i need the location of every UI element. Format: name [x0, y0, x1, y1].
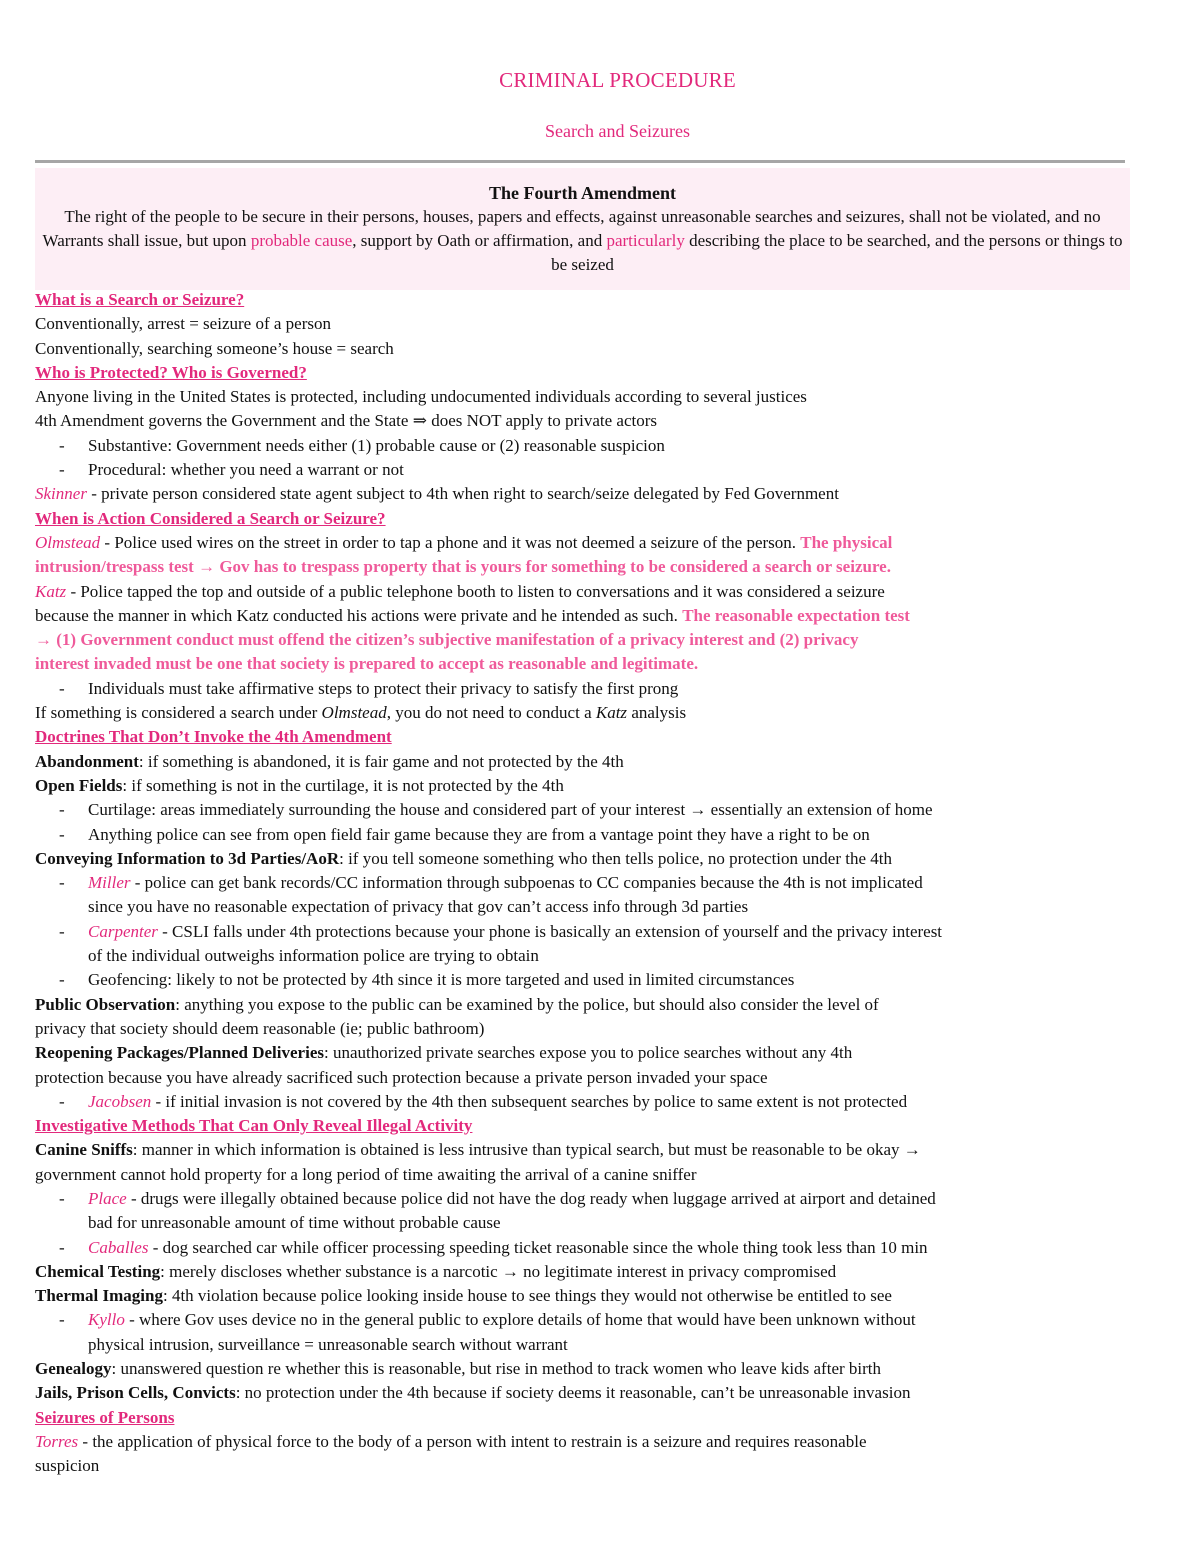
- note-line: privacy that society should deem reasonable (ie; public bathroom): [35, 1018, 485, 1038]
- horizontal-rule: [35, 160, 1125, 163]
- case-name: Carpenter: [88, 921, 158, 941]
- section-heading-investigative-methods: Investigative Methods That Can Only Reveal Illegal Activity: [35, 1116, 473, 1136]
- case-name: Place: [88, 1188, 127, 1208]
- document-subtitle: Search and Seizures: [545, 121, 690, 141]
- notes-body: [35, 288, 1130, 1479]
- case-name: Skinner: [35, 484, 87, 504]
- bullet-item: - Kyllo - where Gov uses device no in the general public to explore details of home that would have been unknown without: [59, 1310, 916, 1330]
- bullet-item: - Individuals must take affirmative steps to protect their privacy to satisfy the first prong: [59, 678, 679, 698]
- fourth-amendment-box: [35, 168, 1130, 290]
- doctrine-third-parties: Conveying Information to 3d Parties/AoR: if you tell someone something who then tells police, no protection under the 4th: [35, 848, 892, 868]
- bullet-item: - Carpenter - CSLI falls under 4th protections because your phone is basically an extension of yourself and the privacy interest: [59, 921, 943, 941]
- case-name: Olmstead: [35, 532, 101, 552]
- bullet-continuation: bad for unreasonable amount of time without probable cause: [88, 1213, 501, 1233]
- doctrine-abandonment: Abandonment: if something is abandoned, it is fair game and not protected by the 4th: [35, 751, 624, 771]
- note-line: protection because you have already sacrificed such protection because a private person invaded your space: [35, 1067, 768, 1087]
- section-heading-doctrines: Doctrines That Don’t Invoke the 4th Amendment: [35, 727, 392, 747]
- bullet-item: - Place - drugs were illegally obtained because police did not have the dog ready when luggage arrived at airport and detained: [59, 1188, 936, 1208]
- document-title: CRIMINAL PROCEDURE: [499, 68, 736, 92]
- particularly-highlight: particularly: [606, 231, 685, 250]
- case-name: Torres: [35, 1431, 79, 1451]
- amendment-title: The Fourth Amendment: [488, 183, 676, 203]
- bullet-item: - Substantive: Government needs either (1) probable cause or (2) reasonable suspicion: [59, 435, 665, 455]
- doctrine-open-fields: Open Fields: if something is not in the curtilage, it is not protected by the 4th: [35, 775, 564, 795]
- doctrine-reopening-packages: Reopening Packages/Planned Deliveries: unauthorized private searches expose you to police searches without any 4th: [35, 1043, 853, 1063]
- reasonable-expectation-test: → (1) Government conduct must offend the citizen’s subjective manifestation of a privacy interest and (2) privacy: [35, 630, 859, 650]
- method-canine-sniffs: Canine Sniffs: manner in which information is obtained is less intrusive than typical search, but must be reasonable to be okay →: [35, 1140, 921, 1160]
- note-line: suspicion: [35, 1456, 100, 1476]
- method-thermal-imaging: Thermal Imaging: 4th violation because police looking inside house to see things they would not otherwise be entitled to see: [35, 1286, 892, 1306]
- case-note-torres: Torres - the application of physical force to the body of a person with intent to restrain is a seizure and requires reasonable: [35, 1431, 867, 1451]
- method-genealogy: Genealogy: unanswered question re whether this is reasonable, but rise in method to track women who leave kids after birth: [35, 1359, 882, 1379]
- bullet-continuation: physical intrusion, surveillance = unreasonable search without warrant: [88, 1334, 568, 1354]
- case-name: Caballes: [88, 1237, 149, 1257]
- bullet-continuation: since you have no reasonable expectation of privacy that gov can’t access info through 3d parties: [88, 897, 749, 917]
- note-line: Anyone living in the United States is protected, including undocumented individuals according to several justices: [35, 387, 807, 407]
- section-heading-protected-governed: Who is Protected? Who is Governed?: [35, 362, 307, 382]
- bullet-continuation: of the individual outweighs information police are trying to obtain: [88, 946, 539, 966]
- note-line: If something is considered a search under Olmstead, you do not need to conduct a Katz analysis: [35, 703, 687, 723]
- case-note-skinner: Skinner - private person considered state agent subject to 4th when right to search/seize delegated by Fed Government: [35, 484, 839, 504]
- amendment-text: The right of the people to be secure in their persons, houses, papers and effects, against unreasonable searches and seizures, shall not be violated, and no Warrants shall issue, but upon probable cause, support by Oath or affirmation, and particularly describing the place to be searched, and the persons or things to be seized: [42, 207, 1123, 274]
- reasonable-expectation-test: interest invaded must be one that society is prepared to accept as reasonable and legitimate.: [35, 654, 699, 674]
- case-note-katz: Katz - Police tapped the top and outside of a public telephone booth to listen to conversations and it was considered a seizure: [35, 581, 885, 601]
- case-name: Kyllo: [88, 1310, 125, 1330]
- note-line: Conventionally, searching someone’s house = search: [35, 338, 394, 358]
- note-line: government cannot hold property for a long period of time awaiting the arrival of a canine sniffer: [35, 1164, 697, 1184]
- note-line: because the manner in which Katz conducted his actions were private and he intended as such. The reasonable expectation test: [35, 605, 910, 625]
- physical-trespass-test: intrusion/trespass test → Gov has to trespass property that is yours for something to be considered a search or seizure.: [35, 557, 891, 577]
- note-line: 4th Amendment governs the Government and the State ⇒ does NOT apply to private actors: [35, 411, 658, 431]
- case-name: Miller: [88, 873, 131, 893]
- bullet-item: - Jacobsen - if initial invasion is not covered by the 4th then subsequent searches by police to same extent is not protected: [59, 1091, 908, 1111]
- section-heading-search-seizure: What is a Search or Seizure?: [35, 290, 245, 309]
- bullet-item: - Procedural: whether you need a warrant or not: [59, 460, 404, 480]
- bullet-item: - Miller - police can get bank records/CC information through subpoenas to CC companies because the 4th is not implicated: [59, 873, 923, 893]
- method-chemical-testing: Chemical Testing: merely discloses whether substance is a narcotic → no legitimate interest in privacy compromised: [35, 1261, 837, 1281]
- doctrine-public-observation: Public Observation: anything you expose to the public can be examined by the police, but should also consider the level of: [35, 994, 879, 1014]
- section-heading-seizures-of-persons: Seizures of Persons: [35, 1407, 175, 1427]
- case-name: Katz: [35, 581, 67, 601]
- case-note-olmstead: Olmstead - Police used wires on the street in order to tap a phone and it was not deemed a seizure of the person. The physical: [35, 532, 893, 552]
- case-name: Jacobsen: [88, 1091, 152, 1111]
- method-jails-prisons: Jails, Prison Cells, Convicts: no protection under the 4th because if society deems it reasonable, can’t be unreasonable invasion: [35, 1383, 911, 1403]
- bullet-item: - Caballes - dog searched car while officer processing speeding ticket reasonable since the whole thing took less than 10 min: [59, 1237, 928, 1257]
- bullet-item: - Curtilage: areas immediately surrounding the house and considered part of your interest → essentially an extension of home: [59, 800, 933, 820]
- probable-cause-highlight: probable cause: [250, 231, 353, 250]
- bullet-item: - Geofencing: likely to not be protected by 4th since it is more targeted and used in limited circumstances: [59, 970, 795, 990]
- section-heading-action-considered: When is Action Considered a Search or Seizure?: [35, 508, 386, 528]
- bullet-item: - Anything police can see from open field fair game because they are from a vantage point they have a right to be on: [59, 824, 870, 844]
- note-line: Conventionally, arrest = seizure of a person: [35, 314, 331, 334]
